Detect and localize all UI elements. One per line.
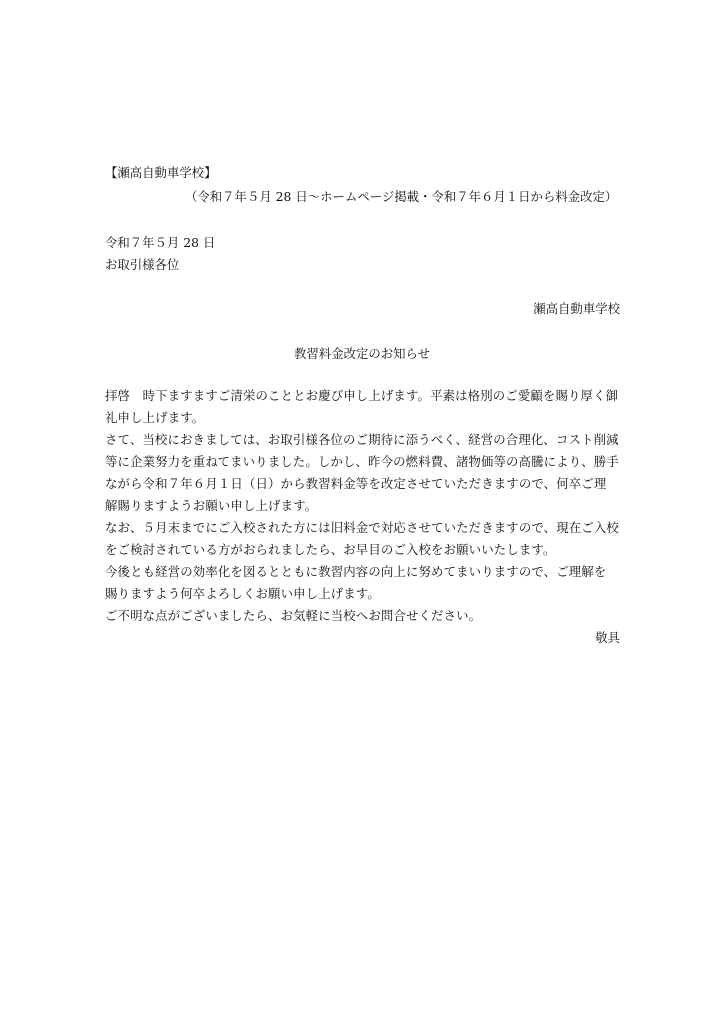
body-line: 解賜りますようお願い申し上げます。 bbox=[105, 498, 318, 513]
sender-name: 瀬高自動車学校 bbox=[533, 301, 620, 316]
body-line: 今後とも経営の効率化を図るとともに教習内容の向上に努めてまいりますので、ご理解を bbox=[105, 564, 607, 579]
body-line: をご検討されている方がおられましたら、お早目のご入校をお願いいたします。 bbox=[105, 542, 556, 557]
publication-note: （令和７年５月 28 日～ホームページ掲載・令和７年６月１日から料金改定） bbox=[185, 189, 618, 204]
closing-word: 敬具 bbox=[595, 630, 620, 645]
body-line: 等に企業努力を重ねてまいりました。しかし、昨今の燃料費、諸物価等の高騰により、勝手 bbox=[105, 454, 619, 469]
recipient-line: お取引様各位 bbox=[105, 257, 180, 272]
body-line: 礼申し上げます。 bbox=[105, 410, 205, 425]
school-name-header: 【瀬高自動車学校】 bbox=[105, 165, 217, 180]
body-line: なお、５月末までにご入校された方には旧料金で対応させていただきますので、現在ご入校 bbox=[105, 520, 619, 535]
body-line: 拝啓 時下ますますご清栄のこととお慶び申し上げます。平素は格別のご愛顧を賜り厚く御 bbox=[105, 388, 619, 403]
body-line: ながら令和７年６月１日（日）から教習料金等を改定させていただきますので、何卒ご理 bbox=[105, 476, 607, 491]
notice-title: 教習料金改定のお知らせ bbox=[294, 346, 430, 361]
body-line: さて、当校におきましては、お取引様各位のご期待に添うべく、経営の合理化、コスト削減 bbox=[105, 432, 619, 447]
body-line: 賜りますよう何卒よろしくお願い申し上げます。 bbox=[105, 586, 380, 601]
body-line: ご不明な点がございましたら、お気軽に当校へお問合せください。 bbox=[105, 608, 482, 623]
letter-date: 令和７年５月 28 日 bbox=[105, 235, 216, 250]
